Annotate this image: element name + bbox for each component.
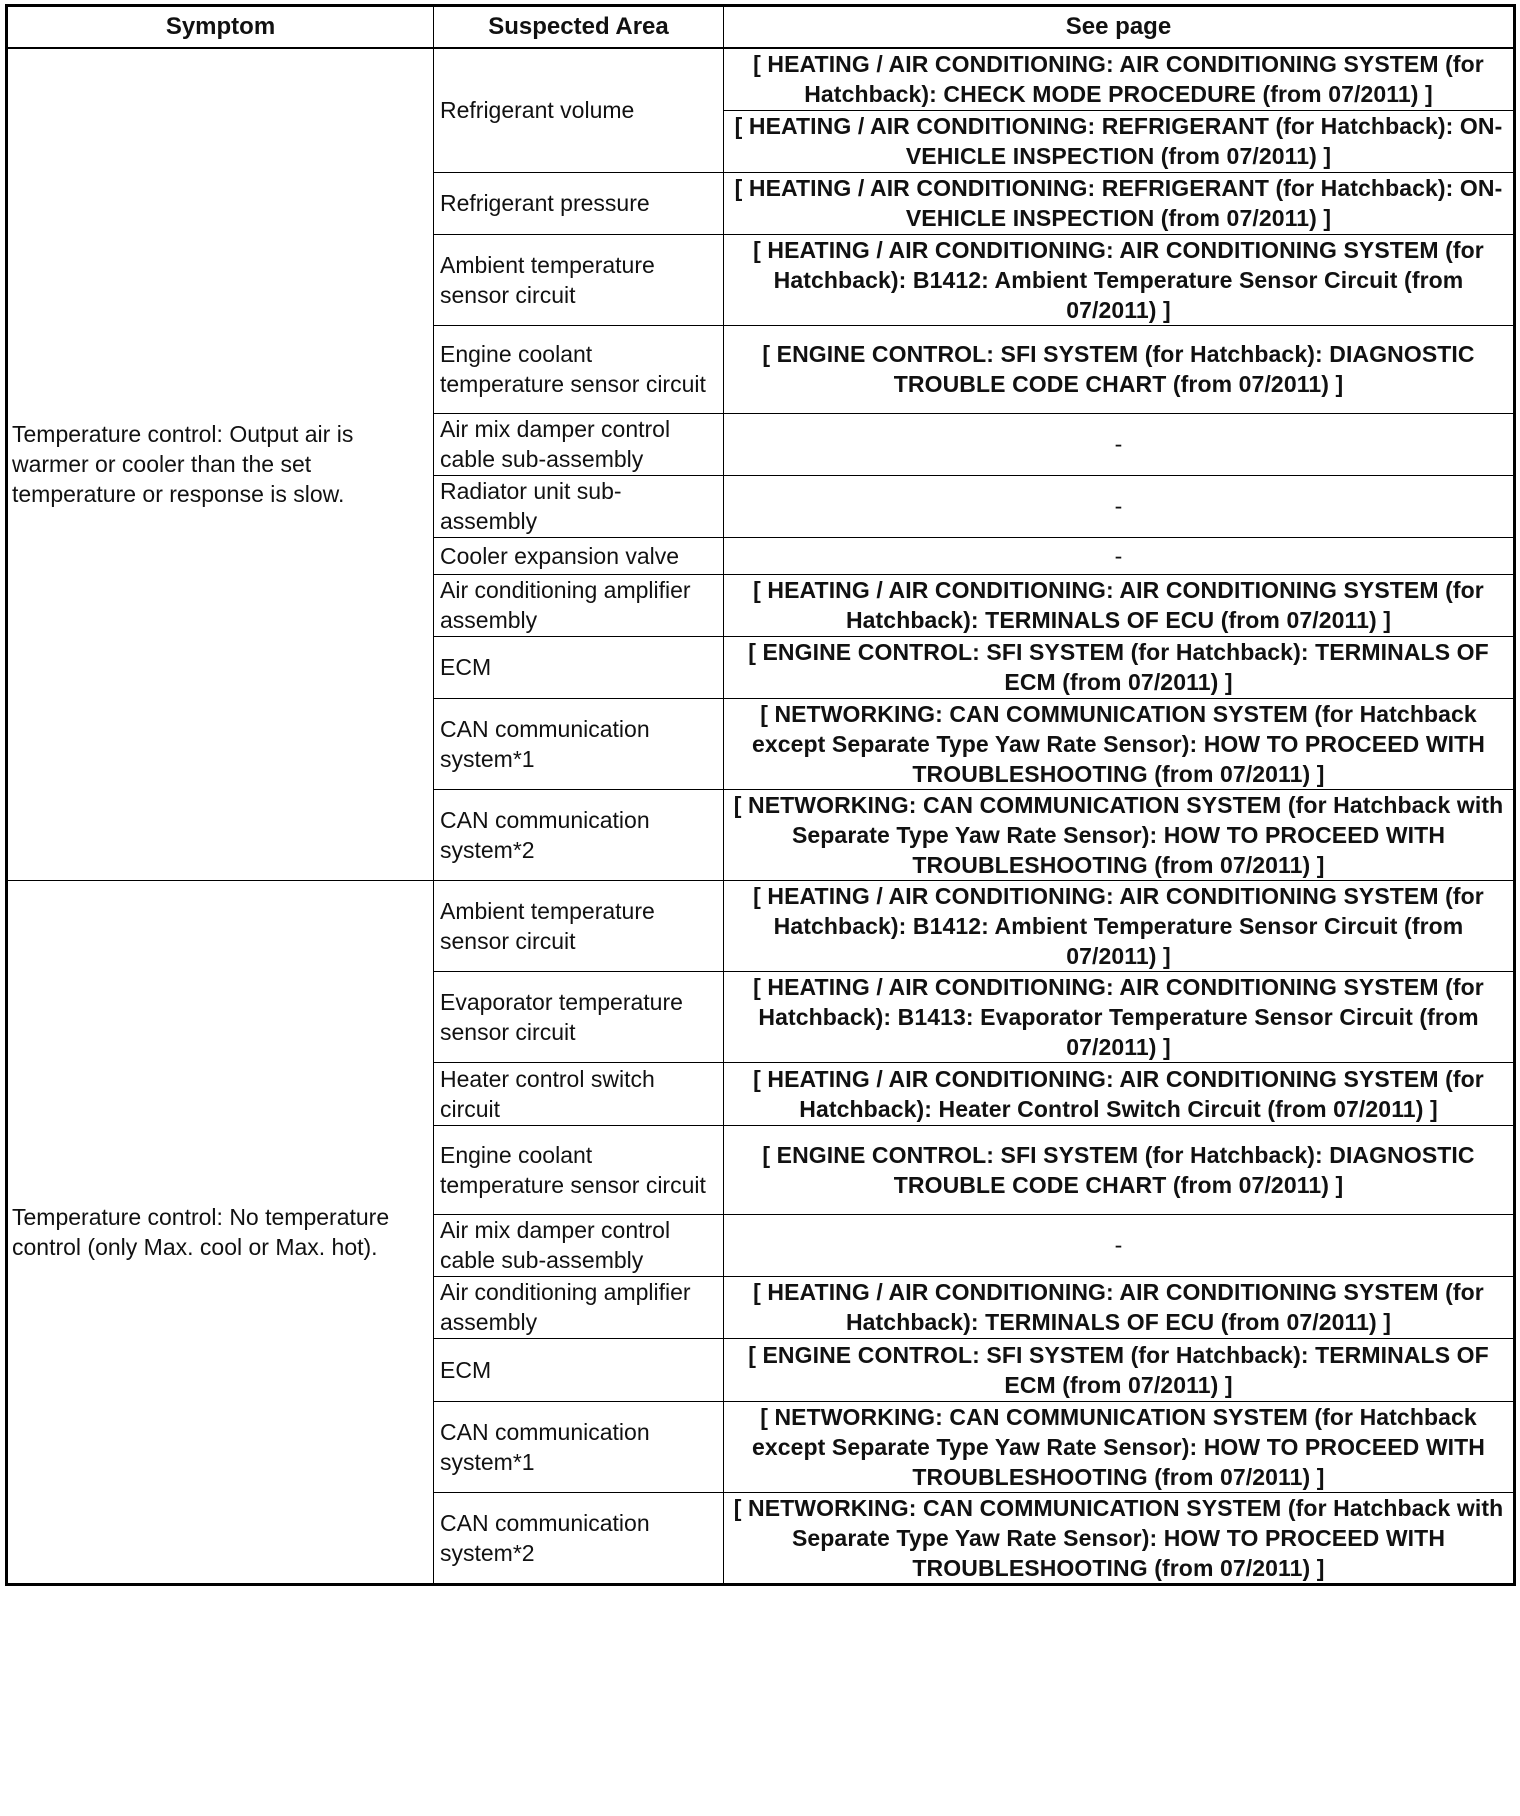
see-page-empty: - [724,475,1515,537]
see-page-link[interactable]: [ ENGINE CONTROL: SFI SYSTEM (for Hatchback): DIAGNOSTIC TROUBLE CODE CHART (from 07/2011) ] [724,1125,1515,1214]
see-page-link[interactable]: [ HEATING / AIR CONDITIONING: AIR CONDITIONING SYSTEM (for Hatchback): TERMINALS OF ECU (from 07/2011) ] [724,1276,1515,1338]
suspected-area-cell: Heater control switch circuit [434,1062,724,1125]
see-page-link[interactable]: [ HEATING / AIR CONDITIONING: AIR CONDITIONING SYSTEM (for Hatchback): TERMINALS OF ECU (from 07/2011) ] [724,574,1515,636]
suspected-area-cell: Refrigerant volume [434,48,724,172]
see-page-link[interactable]: [ NETWORKING: CAN COMMUNICATION SYSTEM (for Hatchback with Separate Type Yaw Rate Sensor): HOW TO PROCEED WITH TROUBLESHOOTING (from 07/2011) ] [724,1492,1515,1584]
suspected-area-cell: ECM [434,636,724,698]
suspected-area-cell: Ambient temperature sensor circuit [434,234,724,325]
symptom-cell: Temperature control: No temperature control (only Max. cool or Max. hot). [7,880,434,1584]
suspected-area-cell: ECM [434,1338,724,1401]
see-page-link[interactable]: [ NETWORKING: CAN COMMUNICATION SYSTEM (for Hatchback except Separate Type Yaw Rate Sensor): HOW TO PROCEED WITH TROUBLESHOOTING (from 07/2011) ] [724,1401,1515,1492]
see-page-link[interactable]: [ HEATING / AIR CONDITIONING: AIR CONDITIONING SYSTEM (for Hatchback): B1412: Ambient Temperature Sensor Circuit (from 07/2011) ] [724,880,1515,971]
see-page-link[interactable]: [ NETWORKING: CAN COMMUNICATION SYSTEM (for Hatchback with Separate Type Yaw Rate Sensor): HOW TO PROCEED WITH TROUBLESHOOTING (from 07/2011) ] [724,789,1515,880]
table-row [7,880,1515,971]
header-see-page: See page [724,6,1515,49]
troubleshooting-table [5,4,1516,1586]
see-page-link[interactable]: [ ENGINE CONTROL: SFI SYSTEM (for Hatchback): TERMINALS OF ECM (from 07/2011) ] [724,1338,1515,1401]
see-page-link[interactable]: [ HEATING / AIR CONDITIONING: AIR CONDITIONING SYSTEM (for Hatchback): CHECK MODE PROCEDURE (from 07/2011) ] [724,48,1515,110]
suspected-area-cell: CAN communication system*1 [434,1401,724,1492]
see-page-link[interactable]: [ HEATING / AIR CONDITIONING: AIR CONDITIONING SYSTEM (for Hatchback): B1412: Ambient Temperature Sensor Circuit (from 07/2011) ] [724,234,1515,325]
suspected-area-cell: Engine coolant temperature sensor circuit [434,1125,724,1214]
suspected-area-cell: Air conditioning amplifier assembly [434,574,724,636]
see-page-link[interactable]: [ HEATING / AIR CONDITIONING: AIR CONDITIONING SYSTEM (for Hatchback): B1413: Evaporator Temperature Sensor Circuit (from 07/2011) ] [724,971,1515,1062]
header-row [7,6,1515,49]
see-page-link[interactable]: [ HEATING / AIR CONDITIONING: REFRIGERANT (for Hatchback): ON-VEHICLE INSPECTION (from 07/2011) ] [724,110,1515,172]
header-symptom: Symptom [7,6,434,49]
suspected-area-cell: Air mix damper control cable sub-assembly [434,413,724,475]
suspected-area-cell: Air mix damper control cable sub-assembly [434,1214,724,1276]
suspected-area-cell: Cooler expansion valve [434,537,724,574]
suspected-area-cell: Engine coolant temperature sensor circuit [434,325,724,413]
see-page-link[interactable]: [ NETWORKING: CAN COMMUNICATION SYSTEM (for Hatchback except Separate Type Yaw Rate Sensor): HOW TO PROCEED WITH TROUBLESHOOTING (from 07/2011) ] [724,698,1515,789]
symptom-cell: Temperature control: Output air is warmer or cooler than the set temperature or response is slow. [7,48,434,880]
suspected-area-cell: Ambient temperature sensor circuit [434,880,724,971]
header-suspected-area: Suspected Area [434,6,724,49]
see-page-link[interactable]: [ ENGINE CONTROL: SFI SYSTEM (for Hatchback): TERMINALS OF ECM (from 07/2011) ] [724,636,1515,698]
suspected-area-cell: Evaporator temperature sensor circuit [434,971,724,1062]
table-body [7,48,1515,1584]
suspected-area-cell: CAN communication system*1 [434,698,724,789]
see-page-empty: - [724,1214,1515,1276]
table-header [7,6,1515,49]
suspected-area-cell: CAN communication system*2 [434,789,724,880]
suspected-area-cell: CAN communication system*2 [434,1492,724,1584]
see-page-link[interactable]: [ ENGINE CONTROL: SFI SYSTEM (for Hatchback): DIAGNOSTIC TROUBLE CODE CHART (from 07/2011) ] [724,325,1515,413]
troubleshooting-table-wrapper [5,4,1516,1586]
see-page-link[interactable]: [ HEATING / AIR CONDITIONING: REFRIGERANT (for Hatchback): ON-VEHICLE INSPECTION (from 07/2011) ] [724,172,1515,234]
see-page-empty: - [724,537,1515,574]
table-row [7,48,1515,110]
suspected-area-cell: Refrigerant pressure [434,172,724,234]
suspected-area-cell: Air conditioning amplifier assembly [434,1276,724,1338]
suspected-area-cell: Radiator unit sub-assembly [434,475,724,537]
see-page-link[interactable]: [ HEATING / AIR CONDITIONING: AIR CONDITIONING SYSTEM (for Hatchback): Heater Control Switch Circuit (from 07/2011) ] [724,1062,1515,1125]
see-page-empty: - [724,413,1515,475]
